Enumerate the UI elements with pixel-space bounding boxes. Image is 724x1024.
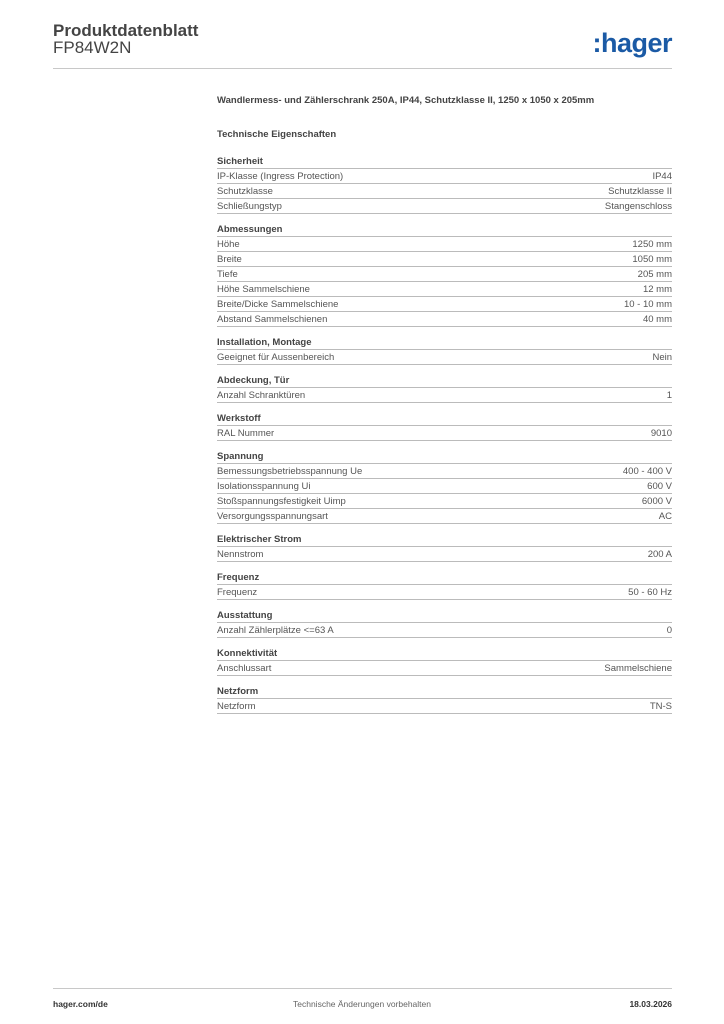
property-value: 200 A	[647, 549, 672, 560]
property-label: Breite	[217, 254, 242, 265]
table-row	[217, 661, 672, 676]
property-label: Bemessungsbetriebsspannung Ue	[217, 466, 363, 477]
table-row	[217, 237, 672, 252]
property-value: 9010	[650, 428, 672, 439]
property-label: Schließungstyp	[217, 201, 282, 212]
property-value: Schutzklasse II	[608, 186, 672, 197]
property-label: Anzahl Schranktüren	[217, 390, 306, 401]
section-title: Ausstattung	[217, 608, 672, 623]
document-title: Produktdatenblatt	[53, 21, 199, 40]
footer-date: 18.03.2026	[629, 999, 672, 1009]
property-value: 205 mm	[637, 269, 672, 280]
property-value: TN-S	[649, 701, 672, 712]
property-section	[217, 373, 672, 403]
property-section	[217, 222, 672, 327]
section-title: Spannung	[217, 449, 672, 464]
property-value: 600 V	[647, 481, 672, 492]
property-value: 12 mm	[642, 284, 672, 295]
table-row	[217, 199, 672, 214]
table-row	[217, 699, 672, 714]
table-row	[217, 547, 672, 562]
property-label: Anzahl Zählerplätze <=63 A	[217, 625, 334, 636]
section-title: Netzform	[217, 684, 672, 699]
table-row	[217, 184, 672, 199]
section-title: Abdeckung, Tür	[217, 373, 672, 388]
table-row	[217, 169, 672, 184]
section-heading: Technische Eigenschaften	[217, 129, 337, 140]
property-value: 1	[666, 390, 672, 401]
section-title: Frequenz	[217, 570, 672, 585]
table-row	[217, 623, 672, 638]
property-label: Geeignet für Aussenbereich	[217, 352, 335, 363]
property-label: RAL Nummer	[217, 428, 275, 439]
property-label: Frequenz	[217, 587, 258, 598]
product-code: FP84W2N	[53, 38, 132, 57]
table-row	[217, 464, 672, 479]
table-row	[217, 494, 672, 509]
property-label: Nennstrom	[217, 549, 264, 560]
property-label: Tiefe	[217, 269, 238, 280]
section-title: Werkstoff	[217, 411, 672, 426]
properties-table	[217, 154, 672, 722]
table-row	[217, 297, 672, 312]
footer-website-link[interactable]: hager.com/de	[53, 999, 108, 1009]
section-title: Sicherheit	[217, 154, 672, 169]
footer-note: Technische Änderungen vorbehalten	[293, 999, 431, 1009]
property-value: IP44	[652, 171, 672, 182]
property-value: 10 - 10 mm	[623, 299, 672, 310]
property-section	[217, 449, 672, 524]
table-row	[217, 282, 672, 297]
property-label: Schutzklasse	[217, 186, 273, 197]
table-row	[217, 509, 672, 524]
table-row	[217, 312, 672, 327]
table-row	[217, 479, 672, 494]
table-row	[217, 585, 672, 600]
property-label: Versorgungsspannungsart	[217, 511, 328, 522]
property-value: Sammelschiene	[604, 663, 672, 674]
section-title: Konnektivität	[217, 646, 672, 661]
header-divider	[53, 68, 672, 69]
table-row	[217, 388, 672, 403]
property-value: Nein	[652, 352, 672, 363]
table-row	[217, 267, 672, 282]
property-label: Netzform	[217, 701, 256, 712]
property-section	[217, 646, 672, 676]
property-value: 50 - 60 Hz	[628, 587, 672, 598]
property-section	[217, 411, 672, 441]
property-label: Isolationsspannung Ui	[217, 481, 311, 492]
property-section	[217, 684, 672, 714]
property-value: 0	[666, 625, 672, 636]
property-label: Stoßspannungsfestigkeit Uimp	[217, 496, 346, 507]
property-section	[217, 154, 672, 214]
section-title: Installation, Montage	[217, 335, 672, 350]
table-row	[217, 350, 672, 365]
property-value: 1250 mm	[632, 239, 672, 250]
property-label: Anschlussart	[217, 663, 272, 674]
hager-logo: :hager	[592, 28, 672, 58]
table-row	[217, 252, 672, 267]
property-label: Höhe	[217, 239, 240, 250]
property-section	[217, 570, 672, 600]
property-label: Abstand Sammelschienen	[217, 314, 328, 325]
property-value: Stangenschloss	[604, 201, 672, 212]
property-value: 1050 mm	[632, 254, 672, 265]
product-description: Wandlermess- und Zählerschrank 250A, IP44, Schutzklasse II, 1250 x 1050 x 205mm	[217, 95, 595, 106]
property-value: AC	[658, 511, 672, 522]
property-label: Höhe Sammelschiene	[217, 284, 310, 295]
property-label: Breite/Dicke Sammelschiene	[217, 299, 339, 310]
property-section	[217, 608, 672, 638]
section-title: Abmessungen	[217, 222, 672, 237]
table-row	[217, 426, 672, 441]
footer-divider	[53, 988, 672, 989]
property-section	[217, 532, 672, 562]
property-label: IP-Klasse (Ingress Protection)	[217, 171, 344, 182]
property-value: 40 mm	[642, 314, 672, 325]
property-value: 6000 V	[641, 496, 672, 507]
property-section	[217, 335, 672, 365]
section-title: Elektrischer Strom	[217, 532, 672, 547]
property-value: 400 - 400 V	[622, 466, 672, 477]
